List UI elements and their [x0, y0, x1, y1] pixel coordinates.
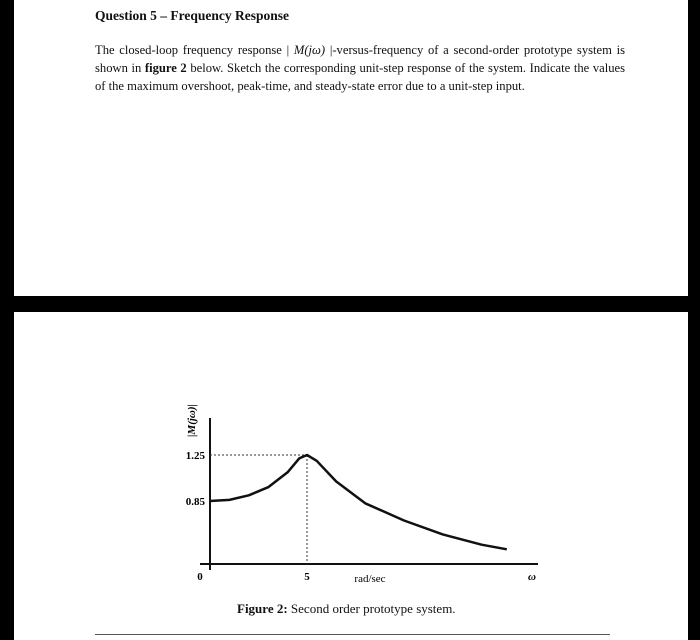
text-part: below. Sketch the corresponding unit-step response of the system. Indicate the values of the maximum overshoot, peak-time, and steady-state error due to a unit-step input. [95, 61, 625, 93]
x-tick-label-0: 0 [197, 571, 203, 583]
divider [95, 634, 610, 635]
caption-label: Figure 2: [237, 601, 288, 616]
x-axis-label: rad/sec [354, 573, 386, 585]
figure-reference: figure 2 [144, 61, 187, 75]
x-tick-label-5: 5 [304, 571, 310, 583]
y-axis-label: |M(jω)| [186, 404, 198, 437]
question-panel [14, 0, 688, 296]
y-tick-label-0.85: 0.85 [185, 496, 205, 508]
frequency-response-chart [14, 312, 688, 640]
y-tick-label-1.25: 1.25 [185, 450, 205, 462]
figure-panel [14, 312, 688, 640]
omega-symbol: ω [528, 571, 536, 583]
text-part: The closed-loop frequency response | [95, 43, 294, 57]
question-text [95, 41, 625, 95]
caption-text: Second order prototype system. [287, 601, 456, 616]
magnitude-curve [210, 455, 507, 549]
question-title: Question 5 – Frequency Response [95, 8, 290, 23]
magnitude-symbol: M(jω) [293, 43, 326, 57]
figure-caption [237, 601, 456, 617]
text-part: |-versus-frequency of a second-order prototype system is shown in [95, 43, 626, 75]
